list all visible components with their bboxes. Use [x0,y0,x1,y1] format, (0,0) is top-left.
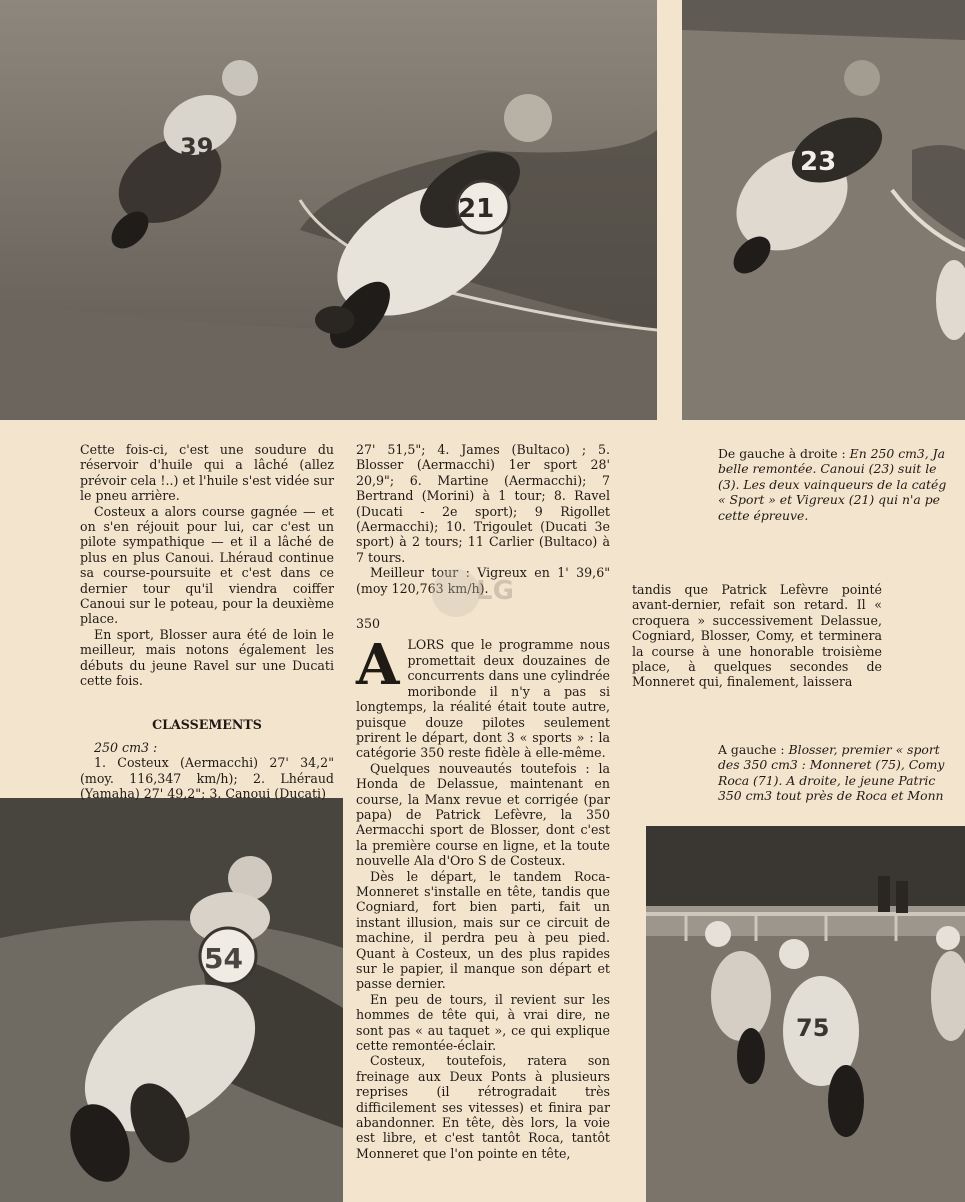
results-text: 1. Costeux (Aermacchi) 27' 34,2" (moy. 116,347 km/h); 2. Lhéraud (Yamaha) 27' 49,2"; 3. Canoui (Ducati) [80,755,334,802]
article-column-3 [632,582,882,690]
photo-caption-middle: A gauche : Blosser, premier « sport des 350 cm3 : Monneret (75), Comy Roca (71). A droite, le jeune Patric 350 cm3 tout près de Roca et Monn [718,742,945,804]
paragraph: Dès le départ, le tandem Roca-Monneret s'installe en tête, tandis que Cogniard, fort bien parti, fait un instant illusion, mais sur ce circuit de machine, il perdra peu à peu pied. Quant à Costeux, un des plus rapides sur le papier, il manque son départ et passe dernier. [356,868,610,992]
paragraph: En peu de tours, il revient sur les hommes de tête qui, à vrai dire, ne sont pas « au taquet », ce qui explique cette remontée-éclair. [356,991,610,1054]
race-number: 75 [796,1014,830,1042]
photo-top-left [0,0,657,420]
paragraph: tandis que Patrick Lefèvre pointé avant-dernier, refait son retard. Il « croquera » successivement Delassue, Cogniard, Blosser, Comy, et terminera la course à une honorable troisième place, à quelques secondes de Monneret qui, finalement, laissera [632,582,882,690]
race-number: 54 [204,942,243,975]
paragraph: Quelques nouveautés toutefois : la Honda de Delassue, maintenant en course, la Manx revue et corrigée (par papa) de Patrick Lefèvre, la 350 Aermacchi sport de Blosser, dont c'est la première course en ligne, et la toute nouvelle Ala d'Oro S de Costeux. [356,760,610,869]
photo-bottom-left [0,798,343,1202]
article-column-2 [356,442,610,1161]
classements-heading: CLASSEMENTS [152,716,262,732]
race-number: 39 [180,133,214,161]
paragraph: Costeux, toutefois, ratera son freinage aux Deux Ponts à plusieurs reprises (il rétrogradait très difficilement ses vitesses) et finira par abandonner. En tête, dès lors, la voie est libre, et c'est tantôt Roca, tantôt Monneret que l'on pointe en tête, [356,1053,610,1161]
drop-cap: A [356,632,400,699]
photo-caption-top: De gauche à droite : En 250 cm3, Ja belle remontée. Canoui (23) suit le (3). Les deux vainqueurs de la catég « Sport » et Vigreux (21) qui n'a pe cette épreuve. [718,446,947,523]
article-column-1 [80,442,334,802]
race-number: 23 [800,147,837,177]
race-number: 21 [458,194,495,224]
category-subhead: 250 cm3 : [94,739,158,755]
lead-paragraph: LORS que le programme nous promettait deux douzaines de concurrents dans une cylindrée moribonde il n'y a pas si longtemps, la réalité était toute autre, puisque douze pilotes seulement prirent le départ, dont 3 « sports » : la catégorie 350 reste fidèle à elle-même. [356,637,610,761]
logo-text: LG [476,576,514,606]
paragraph: Cette fois-ci, c'est une soudure du réservoir d'huile qui a lâché (allez prévoir cela !..) et l'huile s'est vidée sur le pneu arrière. [80,442,334,504]
results-text: 27' 51,5"; 4. James (Bultaco) ; 5. Blosser (Aermacchi) 1er sport 28' 20,9"; 6. Martine (Aermacchi); 7 Bertrand (Morini) à 1 tour; 8. Ravel (Ducati - 2e sport); 9 Rigollet (Aermacchi); 10. Trigoulet (Ducati 3e sport) à 2 tours; 11 Carlier (Bultaco) à 7 tours. [356,442,610,565]
paragraph: Costeux a alors course gagnée — et on s'en réjouit pour lui, car c'est un pilote sympathique — et il a lâché de plus en plus Canoui. Lhéraud continue sa course-poursuite et c'est dans ce dernier tour qu'il viendra coiffer Canoui sur le poteau, pour la deuxième place. [80,503,334,627]
photo-top-right [682,0,965,420]
best-lap: Meilleur tour : Vigreux en 1' 39,6" (moy 120,763 km/h). [356,565,610,596]
section-label-350: 350 [356,616,381,632]
paragraph: En sport, Blosser aura été de loin le meilleur, mais notons également les débuts du jeune Ravel sur une Ducati cette fois. [80,626,334,689]
photo-bottom-right [646,826,965,1202]
logo-watermark [428,565,534,621]
